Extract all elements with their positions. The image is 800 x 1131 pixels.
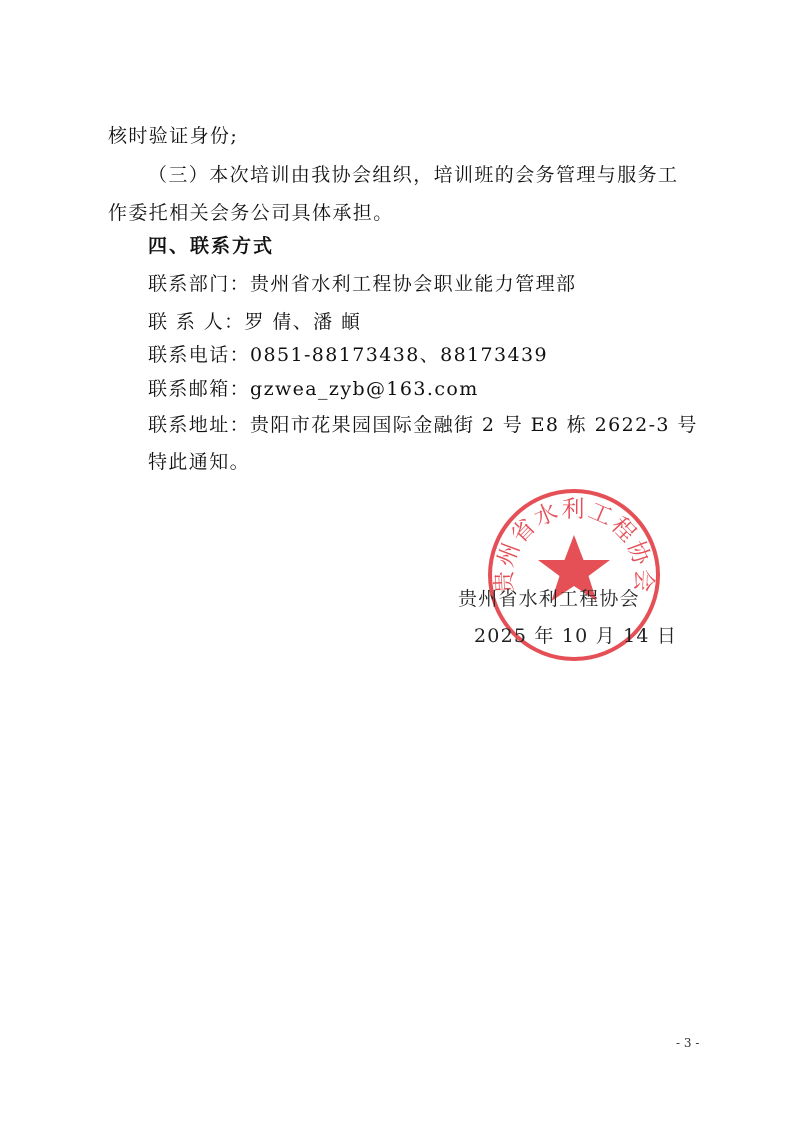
section-heading: 四、联系方式 [148,235,275,257]
body-line-3: 作委托相关会务公司具体承担。 [108,202,394,224]
contact-email: 联系邮箱：gzwea_zyb@163.com [148,378,479,400]
svg-text:贵州省水利工程协会: 贵州省水利工程协会 [491,496,657,595]
contact-department: 联系部门：贵州省水利工程协会职业能力管理部 [148,273,577,295]
body-line-1: 核时验证身份; [108,125,239,147]
contact-phone: 联系电话：0851-88173438、88173439 [148,344,548,366]
contact-person: 联 系 人：罗 倩、潘 頔 [148,311,362,333]
page-number: - 3 - [676,1036,700,1050]
contact-address: 联系地址：贵阳市花果园国际金融街 2 号 E8 栋 2622-3 号 [148,414,698,436]
body-line-2: （三）本次培训由我协会组织，培训班的会务管理与服务工 [148,164,679,186]
signature-date: 2025 年 10 月 14 日 [474,625,678,647]
closing-line: 特此通知。 [148,451,251,473]
signature-organization: 贵州省水利工程协会 [458,588,640,610]
